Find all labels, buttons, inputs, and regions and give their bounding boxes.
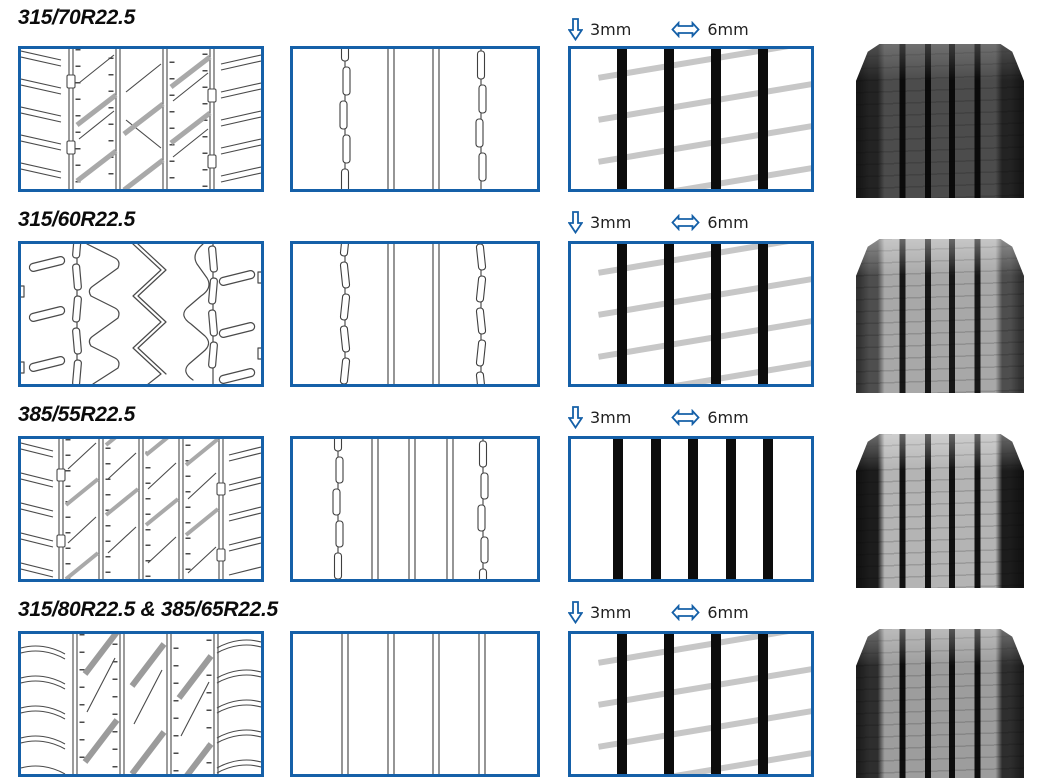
tire-tread-photo [856,44,1024,198]
regroove-pattern-diagram [568,46,814,192]
regroove-diagonal-line [598,276,812,318]
regroove-diagonal-line [598,750,812,777]
regroove-diagonal-line [598,666,812,708]
regroove-diagonal-line [598,708,812,750]
tire-tread-surface [856,239,1024,393]
regroove-pattern-diagram [568,241,814,387]
groove-depth-value: 3mm [590,408,632,427]
regroove-groove-bar [688,437,698,581]
regroove-groove-bar [758,242,768,386]
size-row-385-55 [0,390,1060,585]
tire-size-heading: 385/55R22.5 [18,403,135,426]
regroove-groove-bar [664,47,674,191]
groove-depth-value: 3mm [590,213,632,232]
regroove-diagonal-line [598,241,812,276]
tread-pattern-diagram [18,631,264,777]
tire-tread-photo [856,629,1024,778]
tire-tread-photo [856,434,1024,588]
regroove-groove-bar [711,242,721,386]
regroove-groove-bar [726,437,736,581]
width-left-right-arrow-icon [671,21,700,38]
groove-depth-value: 3mm [590,603,632,622]
groove-layout-diagram [290,241,540,387]
depth-down-arrow-icon [568,601,583,624]
regroove-groove-bar [651,437,661,581]
depth-down-arrow-icon [568,211,583,234]
tire-size-heading: 315/70R22.5 [18,6,135,29]
groove-width-value: 6mm [707,20,749,39]
tire-size-heading: 315/60R22.5 [18,208,135,231]
regroove-groove-bar [617,632,627,776]
regroove-spec-legend [568,211,749,234]
regroove-groove-bar [711,47,721,191]
size-row-315-70 [0,0,1060,195]
tire-size-heading: 315/80R22.5 & 385/65R22.5 [18,598,278,621]
groove-width-value: 6mm [707,213,749,232]
groove-layout-diagram [290,631,540,777]
regroove-groove-bar [763,437,773,581]
regroove-groove-bar [711,632,721,776]
regroove-groove-bar [758,632,768,776]
regroove-diagonal-line [598,123,812,165]
regroove-groove-bar [613,437,623,581]
regroove-pattern-diagram [568,436,814,582]
groove-layout-diagram [290,436,540,582]
groove-layout-diagram [290,46,540,192]
width-left-right-arrow-icon [671,409,700,426]
regroove-diagonal-line [598,631,812,666]
width-left-right-arrow-icon [671,604,700,621]
regroove-spec-legend [568,601,749,624]
tire-tread-photo [856,239,1024,393]
width-left-right-arrow-icon [671,214,700,231]
regroove-spec-legend [568,406,749,429]
regroove-groove-bar [758,47,768,191]
regroove-diagonal-line [598,81,812,123]
size-row-315-80-385-65 [0,585,1060,778]
regroove-spec-legend [568,18,749,41]
regroove-diagonal-line [598,360,812,387]
depth-down-arrow-icon [568,18,583,41]
regroove-groove-bar [617,242,627,386]
regroove-groove-bar [664,242,674,386]
tire-tread-surface [856,44,1024,198]
tread-pattern-diagram [18,241,264,387]
groove-depth-value: 3mm [590,20,632,39]
regroove-groove-bar [664,632,674,776]
regroove-pattern-diagram [568,631,814,777]
depth-down-arrow-icon [568,406,583,429]
regroove-groove-bar [617,47,627,191]
size-row-315-60 [0,195,1060,390]
tire-tread-surface [856,434,1024,588]
tread-pattern-diagram [18,46,264,192]
tread-pattern-diagram [18,436,264,582]
regroove-diagonal-line [598,165,812,192]
regroove-diagonal-line [598,318,812,360]
tire-tread-surface [856,629,1024,778]
groove-width-value: 6mm [707,603,749,622]
regroove-diagonal-line [598,46,812,81]
groove-width-value: 6mm [707,408,749,427]
